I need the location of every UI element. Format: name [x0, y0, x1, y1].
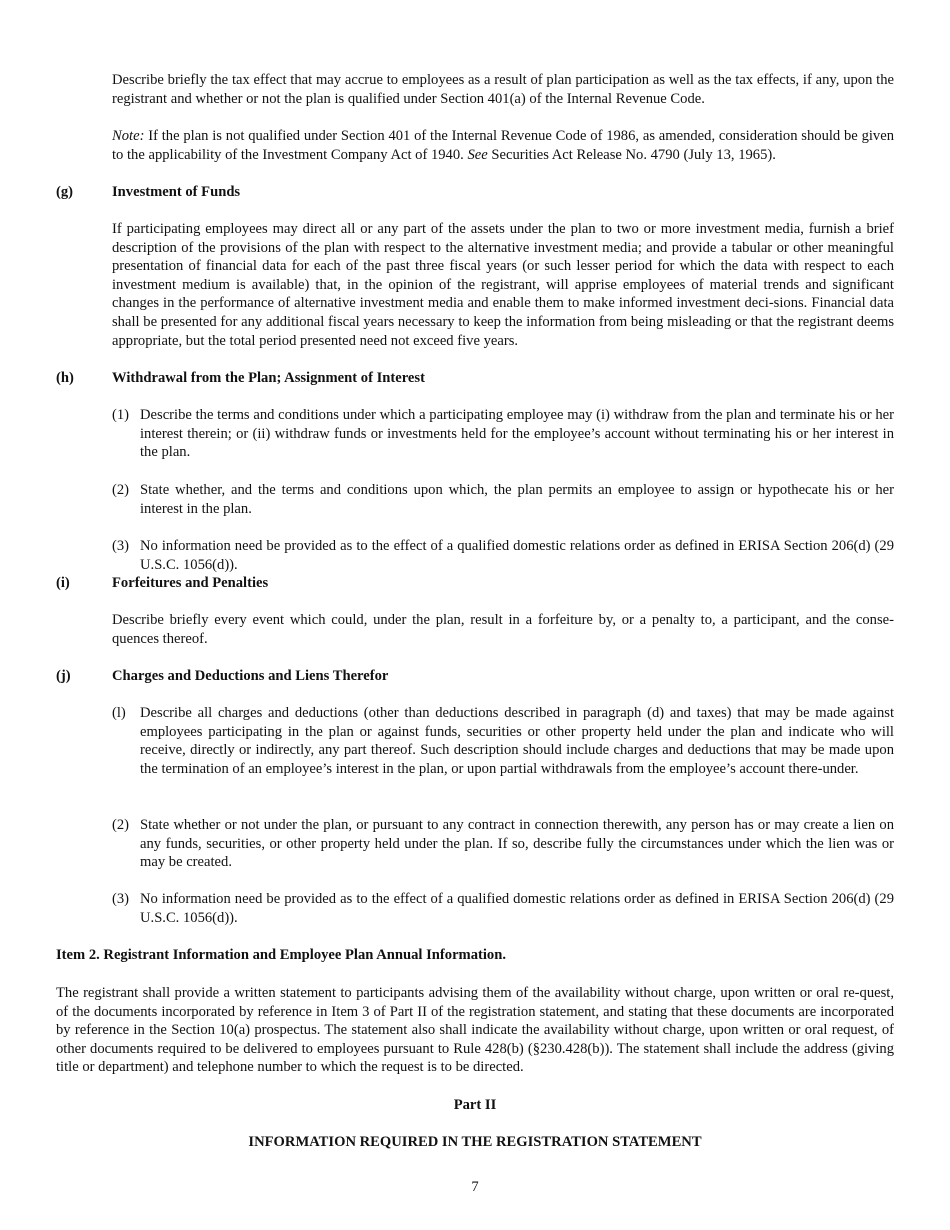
note-label: Note:: [112, 128, 145, 144]
section-h-item-1: [112, 406, 894, 462]
section-j-letter: (j): [56, 668, 71, 684]
page-number: 7: [471, 1179, 479, 1195]
item-text: Describe all charges and deductions (other than deductions described in paragraph (d) and taxes) that may be made against employees participating in the plan or against funds, securities or other property held under the plan and indicate who will receive, directly or indirectly, any part thereof. Such description should include charges and deductions that may be made upon the termination of an employee’s interest in the plan, or upon partial withdrawals from the employee’s account there-under.: [140, 705, 894, 777]
item-number: (3): [112, 891, 130, 907]
section-i-letter: (i): [56, 575, 70, 591]
section-j-heading: [56, 667, 388, 686]
item-2-heading: Item 2. Registrant Information and Employee Plan Annual Information.: [56, 947, 506, 963]
item-number: (2): [112, 817, 130, 833]
item-number: (3): [112, 538, 130, 554]
section-j-item-1: [112, 704, 894, 778]
part-title: Part II: [453, 1097, 497, 1113]
item-text: State whether or not under the plan, or pursuant to any contract in connection therewith, any person has or may create a lien on any funds, securities, or other property held under the plan. If so, describe fully the circumstances under which the lien was or may be created.: [140, 817, 894, 871]
note-text-2: Securities Act Release No. 4790 (July 13, 1965).: [487, 146, 776, 163]
section-j-title: Charges and Deductions and Liens Therefor: [112, 668, 389, 684]
item-text: State whether, and the terms and conditions upon which, the plan permits an employee to assign or hypothecate his or her interest in the plan.: [140, 482, 894, 517]
section-i-body: Describe briefly every event which could, under the plan, result in a forfeiture by, or a penalty to, a participant, and the conse-quences thereof.: [112, 612, 894, 647]
note-text-1: If the plan is not qualified under Section 401 of the Internal Revenue Code of 1986, as amended, consideration should be given to the applicability of the Investment Company Act of 1940.: [112, 128, 894, 163]
item-number: (1): [112, 407, 130, 423]
item-text: Describe the terms and conditions under which a participating employee may (i) withdraw from the plan and terminate his or her interest therein; or (ii) withdraw funds or investments held for the employee’s account without terminating his or her interest in the plan.: [140, 407, 894, 461]
section-i-heading: [56, 574, 268, 593]
section-h-item-3: [112, 537, 894, 574]
part-subtitle: INFORMATION REQUIRED IN THE REGISTRATION STATEMENT: [248, 1134, 702, 1150]
item-number: (2): [112, 482, 130, 498]
note-paragraph: [112, 127, 894, 164]
item-2-body: The registrant shall provide a written statement to participants advising them of the availability without charge, upon written or oral re-quest, of the documents incorporated by reference in Item 3 of Part II of the registration statement, and stating that these documents are incorporated by reference in the Section 10(a) prospectus. The statement also shall indicate the availability without charge, upon written or oral request, of other documents required to be delivered to employees pursuant to Rule 428(b) (§230.428(b)). The statement shall include the address (giving title or department) and telephone number to which the request is to be directed.: [56, 985, 894, 1076]
note-see: See: [467, 146, 488, 163]
section-h-title: Withdrawal from the Plan; Assignment of Interest: [112, 370, 425, 386]
item-number: (l): [112, 705, 126, 721]
section-j-item-2: [112, 816, 894, 872]
section-g-body: If participating employees may direct all or any part of the assets under the plan to two or more investment media, furnish a brief description of the provisions of the plan with respect to the alternative investment media; and provide a tabular or other meaningful presentation of financial data for each of the past three fiscal years (or such lesser period for which the data with respect to each investment medium is available) that, in the opinion of the registrant, will apprise employees of material trends and significant changes in the performance of alternative investment media and enable them to make informed investment deci-sions. Financial data shall be presented for any additional fiscal years necessary to keep the information from being misleading or that the registrant deems appropriate, but the total period presented need not exceed five years.: [112, 221, 894, 349]
section-j-item-3: [112, 890, 894, 927]
section-h-letter: (h): [56, 370, 74, 386]
section-h-heading: [56, 369, 425, 388]
section-h-item-2: [112, 481, 894, 518]
section-g-letter: (g): [56, 184, 74, 200]
section-g-title: Investment of Funds: [112, 184, 241, 200]
section-i-title: Forfeitures and Penalties: [112, 575, 269, 591]
item-text: No information need be provided as to the effect of a qualified domestic relations order as defined in ERISA Section 206(d) (29 U.S.C. 1056(d)).: [140, 891, 894, 926]
section-g-heading: [56, 183, 240, 202]
intro-paragraph: Describe briefly the tax effect that may accrue to employees as a result of plan participation as well as the tax effects, if any, upon the registrant and whether or not the plan is qualified under Section 401(a) of the Internal Revenue Code.: [112, 72, 894, 107]
item-text: No information need be provided as to the effect of a qualified domestic relations order as defined in ERISA Section 206(d) (29 U.S.C. 1056(d)).: [140, 538, 894, 573]
